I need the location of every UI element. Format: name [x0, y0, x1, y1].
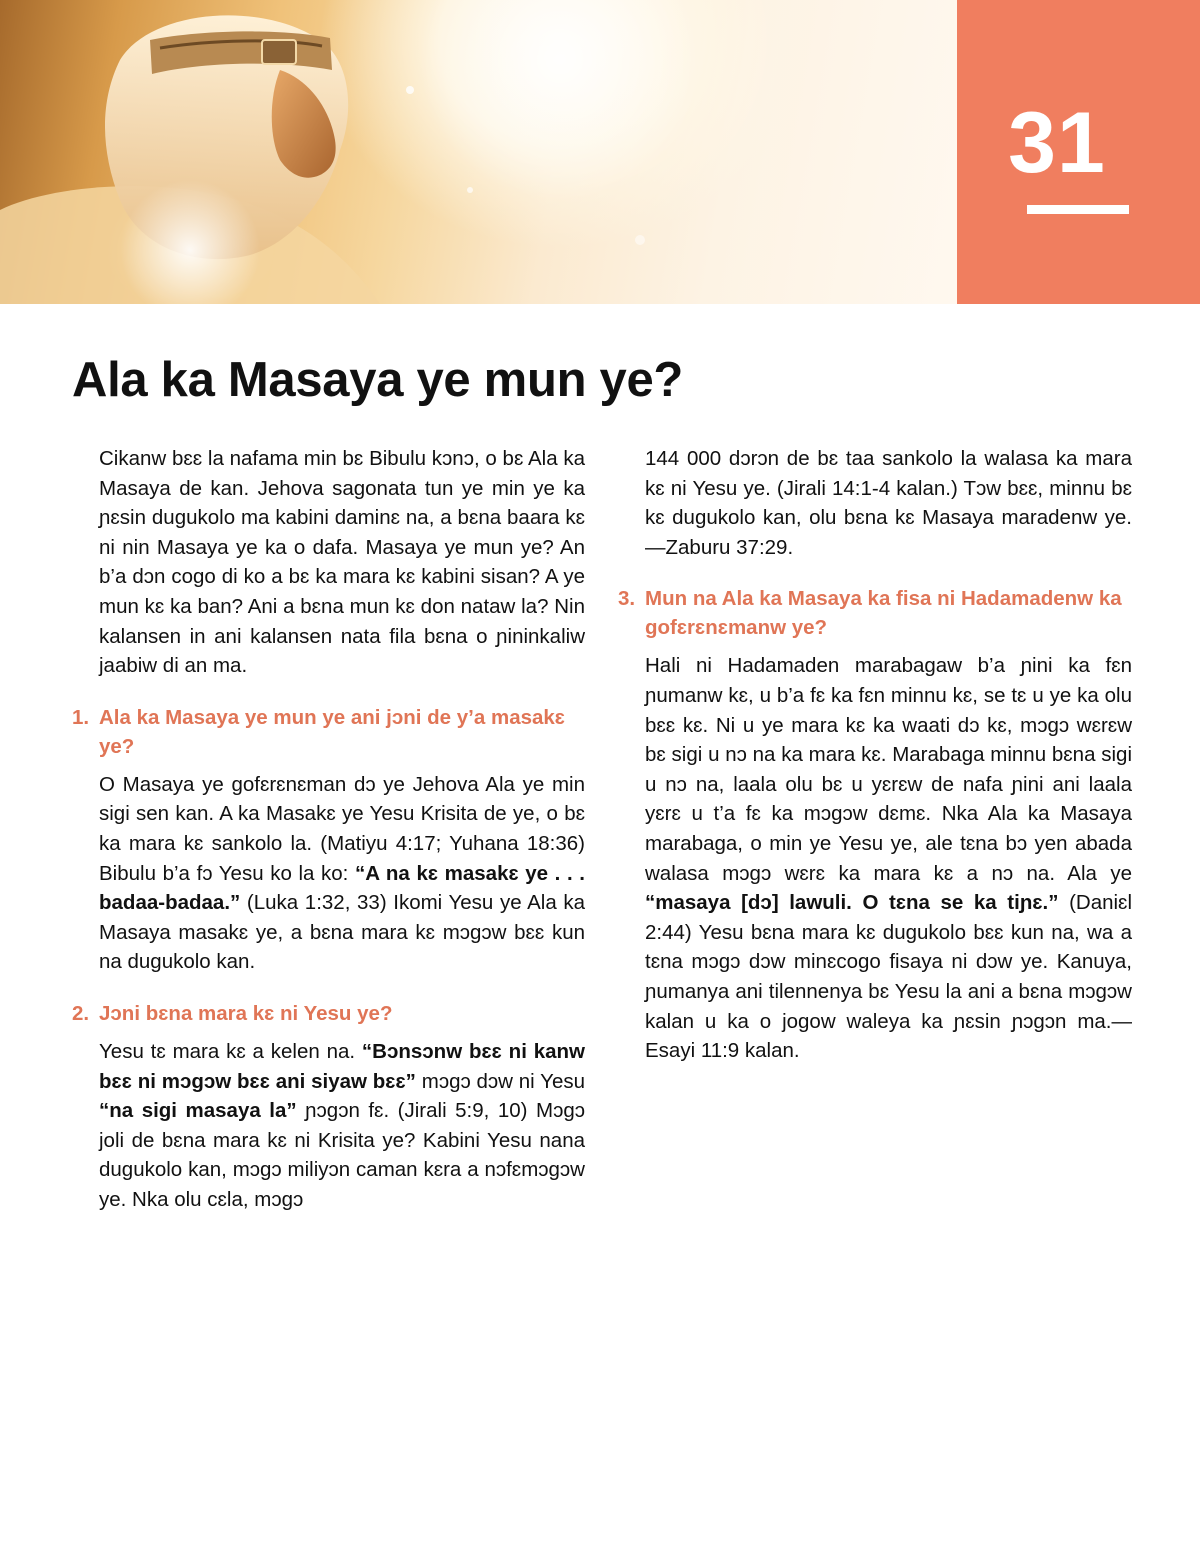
- answer-text: (Daniɛl 2:44) Yesu bɛna mara kɛ dugukolo bɛɛ kun na, wa a tɛna mɔgɔ dɔw minɛcogo fisaya ni dɔw ye. Kanuya, ɲumanya ani tilennenya bɛ Yesu la ani a bɛna mɔgɔw kalan u ka o jogow waleya ka ɲɛsin ɲɔgɔn ma.—Esayi 11:9 kalan.: [645, 891, 1133, 1063]
- question-text: Jɔni bɛna mara kɛ ni Yesu ye?: [99, 1001, 393, 1025]
- answer-paragraph-3: [645, 651, 1132, 1065]
- scripture-quote: “masaya [dɔ] lawuli. O tɛna se ka tiɲɛ.”: [645, 891, 1059, 915]
- lesson-number: 31: [1008, 95, 1106, 191]
- question-heading-3: [618, 584, 1132, 642]
- answer-paragraph-2-continued: 144 000 dɔrɔn de bɛ taa sankolo la walasa ka mara kɛ ni Yesu ye. (Jirali 14:1-4 kalan.) Tɔw bɛɛ, minnu bɛ kɛ dugukolo kan, olu bɛna kɛ Masaya maradenw ye.—Zaburu 37:29.: [645, 447, 1132, 559]
- question-text: Ala ka Masaya ye mun ye ani jɔni de y’a masakɛ ye?: [99, 705, 565, 758]
- answer-text: O Masaya ye gofɛrɛnɛman dɔ ye Jehova Ala ye min sigi sen kan. A ka Masakɛ ye Yesu Krisita de ye, o bɛ ka mara kɛ sankolo la. (Matiyu 4:17; Yuhana 18:36) Bibulu b’a fɔ Yesu ko la ko:: [99, 772, 585, 885]
- answer-text: ɲɔgɔn fɛ. (Jirali 5:9, 10) Mɔgɔ joli de bɛna mara kɛ ni Krisita ye? Kabini Yesu nana dugukolo kan, mɔgɔ miliyɔn caman kɛra a nɔfɛmɔgɔw ye. Nka olu cɛla, mɔgɔ: [99, 1099, 585, 1211]
- answer-paragraph-2: [99, 1037, 585, 1215]
- left-column: [72, 444, 585, 1214]
- lesson-number-underline: [1027, 205, 1129, 214]
- right-column: [618, 444, 1133, 1066]
- page-title: Ala ka Masaya ye mun ye?: [72, 353, 684, 407]
- question-number: 2.: [72, 1001, 90, 1025]
- question-heading-1: [72, 703, 585, 761]
- hero-image: [0, 0, 957, 304]
- king-illustration: [0, 0, 957, 304]
- answer-text: Hali ni Hadamaden marabagaw b’a ɲini ka fɛn ɲumanw kɛ, u b’a fɛ ka fɛn minnu kɛ, se tɛ u ye ka olu bɛɛ kɛ. Ni u ye mara kɛ ka waati dɔ kɛ, mɔgɔ wɛrɛw bɛ sigi u nɔ na ka mara kɛ. Marabaga minnu bɛna sigi u nɔ na, laala olu bɛ u yɛrɛw de nafa ɲini ani laala yɛrɛ u t’a fɛ ka mɔgɔw dɛmɛ. Nka Ala ka Masaya marabaga, o min ye Yesu ye, ale tɛna bɔ yen abada walasa mɔgɔ wɛrɛ ka mara kɛ a nɔ na. Ala ye: [645, 654, 1132, 885]
- answer-text: (Luka 1:32, 33) Ikomi Yesu ye Ala ka Masaya masakɛ ye, a bɛna mara kɛ mɔgɔw bɛɛ kun na dugukolo kan.: [99, 891, 585, 974]
- scripture-quote: “Bɔnsɔnw bɛɛ ni kanw bɛɛ ni mɔgɔw bɛɛ ani siyaw bɛɛ”: [99, 1039, 585, 1093]
- question-number: 3.: [618, 587, 636, 611]
- answer-text: Yesu tɛ mara kɛ a kelen na.: [99, 1039, 362, 1063]
- intro-paragraph: Cikanw bɛɛ la nafama min bɛ Bibulu kɔnɔ, o bɛ Ala ka Masaya de kan. Jehova sagonata tun ye min ye ka ɲɛsin dugukolo ma kabini daminɛ na, a bɛna baara kɛ ni nin Masaya ye ka o dafa. Masaya ye mun ye? An b’a dɔn cogo di ko a bɛ ka mara kɛ kabini sisan? A ye mun kɛ ka ban? Ani a bɛna mun kɛ don nataw la? Nin kalansen in ani kalansen nata fila bɛna o ɲininkaliw jaabiw di an ma.: [99, 447, 585, 678]
- answer-text: mɔgɔ dɔw ni Yesu: [415, 1069, 585, 1093]
- question-text: Mun na Ala ka Masaya ka fisa ni Hadamadenw ka gofɛrɛnɛmanw ye?: [645, 587, 1122, 640]
- scripture-quote: “A na kɛ masakɛ ye . . . badaa-badaa.”: [99, 861, 585, 915]
- lesson-number-box: [957, 0, 1200, 304]
- scripture-quote: “na sigi masaya la”: [99, 1099, 297, 1123]
- answer-paragraph-1: [99, 770, 585, 977]
- question-number: 1.: [72, 705, 90, 729]
- question-heading-2: [72, 999, 585, 1028]
